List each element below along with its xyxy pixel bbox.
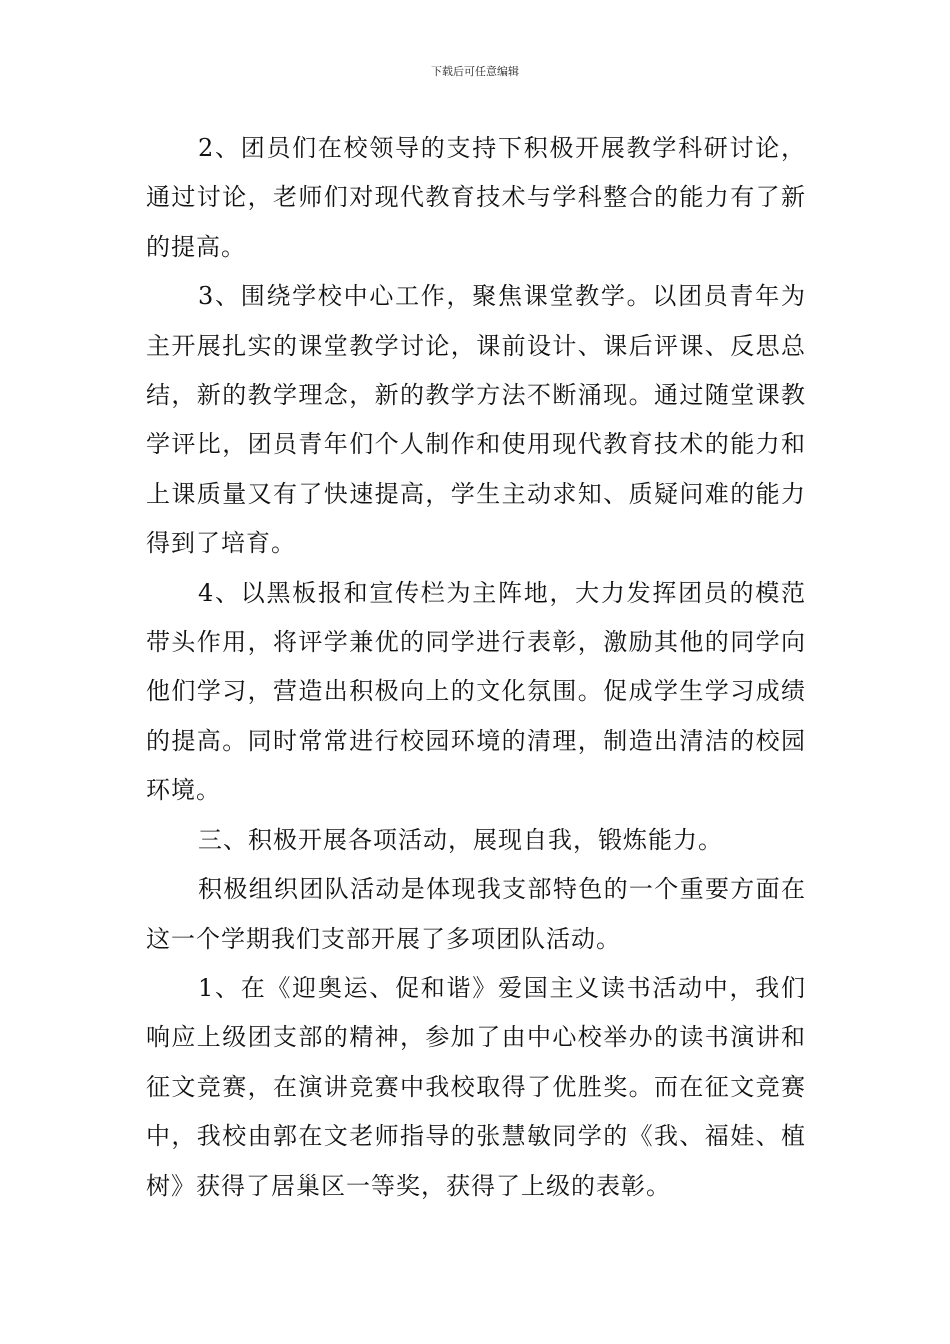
section-heading-3: 三、积极开展各项活动，展现自我，锻炼能力。 (198, 825, 723, 854)
paragraph-item-3: 3、围绕学校中心工作，聚焦课堂教学。以团员青年为主开展扎实的课堂教学讨论，课前设计、课后评课、反思总结，新的教学理念，新的教学方法不断涌现。通过随堂课教学评比，团员青年们个人制作和使用现代教育技术的能力和上课质量又有了快速提高，学生主动求知、质疑问难的能力得到了培育。 (146, 282, 806, 558)
document-body (146, 124, 806, 1211)
paragraph-item-1: 1、在《迎奥运、促和谐》爱国主义读书活动中，我们响应上级团支部的精神，参加了由中心校举办的读书演讲和征文竞赛，在演讲竞赛中我校取得了优胜奖。而在征文竞赛中，我校由郭在文老师指导的张慧敏同学的《我、福娃、植树》获得了居巢区一等奖，获得了上级的表彰。 (146, 973, 806, 1200)
section-intro-paragraph: 积极组织团队活动是体现我支部特色的一个重要方面在这一个学期我们支部开展了多项团队活动。 (146, 875, 806, 953)
paragraph-item-4: 4、以黑板报和宣传栏为主阵地，大力发挥团员的模范带头作用，将评学兼优的同学进行表彰，激励其他的同学向他们学习，营造出积极向上的文化氛围。促成学生学习成绩的提高。同时常常进行校园环境的清理，制造出清洁的校园环境。 (146, 578, 806, 805)
page-header: 下载后可任意编辑 (431, 65, 519, 78)
paragraph-item-2: 2、团员们在校领导的支持下积极开展教学科研讨论，通过讨论，老师们对现代教育技术与学科整合的能力有了新的提高。 (146, 134, 806, 261)
